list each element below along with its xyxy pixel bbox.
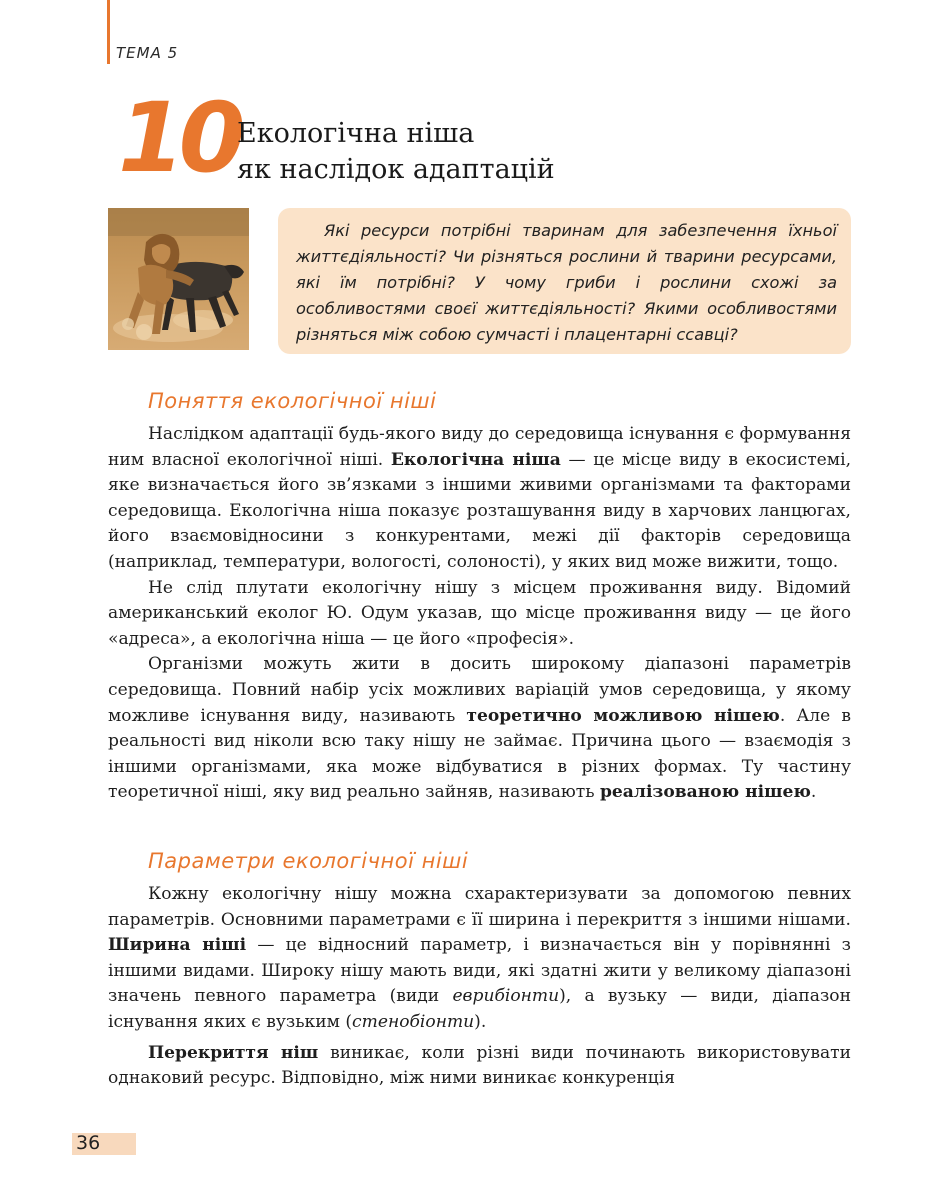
term-niche-overlap: Перекриття ніш (148, 1042, 319, 1063)
text-run: ), а вузьку — види, діапазон існування яких є вузьким ( (108, 986, 851, 1032)
chapter-title-line-1: Екологічна ніша (237, 118, 475, 149)
lion-hunting-wildebeest-image (108, 208, 249, 350)
page-number-badge (72, 1133, 136, 1155)
text-run: виникає, коли різні види починають використовувати однаковий ресурс. Відповідно, між ними виникає конкуренція (108, 1042, 851, 1089)
text-run: — це місце виду в екосистемі, яке визначається його зв’язками з іншими живими організмами та факторами середовища. Екологічна ніша показує розташування виду в харчових ланцюгах, його взаємовідносини з конкурентами, межі дії факторів середовища (наприклад, температури, вологості, солоності), у яких вид може вижити, тощо. (108, 449, 851, 572)
paragraph (108, 652, 851, 806)
paragraph (108, 1041, 851, 1092)
term-realized-niche: реалізованою нішею (599, 782, 811, 803)
text-run: Наслідком адаптації будь-якого виду до середовища існування є формування ним власної екологічної ніші. (108, 424, 851, 470)
term-fundamental-niche: теоретично можливою нішею (466, 705, 780, 726)
term-eurybionts: еврибіонти (452, 986, 560, 1007)
chapter-number: 10 (118, 82, 240, 194)
chapter-title (237, 116, 555, 188)
header-accent-line (107, 0, 110, 64)
intro-questions-text: Які ресурси потрібні тваринам для забезпечення їхньої життєдіяльності? Чи різняться рослини й тварини ресурсами, які їм потрібні? У чому гриби і рослини схожі за особливостями своєї життєдіяльності? Якими особливостями різняться між собою сумчасті і плацентарні ссавці? (296, 221, 837, 344)
text-run: . Але в реальності вид ніколи всю таку нішу не займає. Причина цього — взаємодія з іншими організмами, яка може відбуватися в різних формах. Ту частину теоретичної ніші, яку вид реально зайняв, називають (108, 705, 851, 803)
text-run: Кожну екологічну нішу можна схарактеризувати за допомогою певних параметрів. Основними параметрами є її ширина і перекриття з іншими нішами. (108, 884, 851, 930)
term-ecological-niche: Екологічна ніша (390, 449, 561, 470)
section-heading-concept: Поняття екологічної ніші (148, 389, 437, 413)
paragraph (108, 422, 851, 576)
section-parameters-body (108, 882, 851, 1092)
topic-label: ТЕМА 5 (116, 44, 179, 62)
text-run: ). (474, 1011, 487, 1032)
text-run: — це відносний параметр, і визначається він у порівнянні з іншими видами. Широку нішу мають види, які здатні жити у великому діапазоні значень певного параметра (види (108, 935, 851, 1007)
page-number: 36 (76, 1132, 101, 1154)
text-run: . (810, 782, 817, 803)
text-run: Організми можуть жити в досить широкому діапазоні параметрів середовища. Повний набір усіх можливих варіацій умов середовища, у якому можливе існування виду, називають (108, 654, 851, 726)
chapter-title-line-2: як наслідок адаптацій (237, 154, 555, 185)
intro-questions-box (278, 208, 851, 354)
paragraph: Не слід плутати екологічну нішу з місцем проживання виду. Відомий американський еколог Ю. Одум указав, що місце проживання виду — це його «адреса», а екологічна ніша — це його «професія». (108, 577, 851, 649)
section-heading-parameters: Параметри екологічної ніші (148, 849, 469, 873)
term-niche-width: Ширина ніші (108, 935, 247, 956)
paragraph (108, 882, 851, 1036)
section-concept-body (108, 422, 851, 806)
term-stenobionts: стенобіонти (352, 1011, 475, 1032)
